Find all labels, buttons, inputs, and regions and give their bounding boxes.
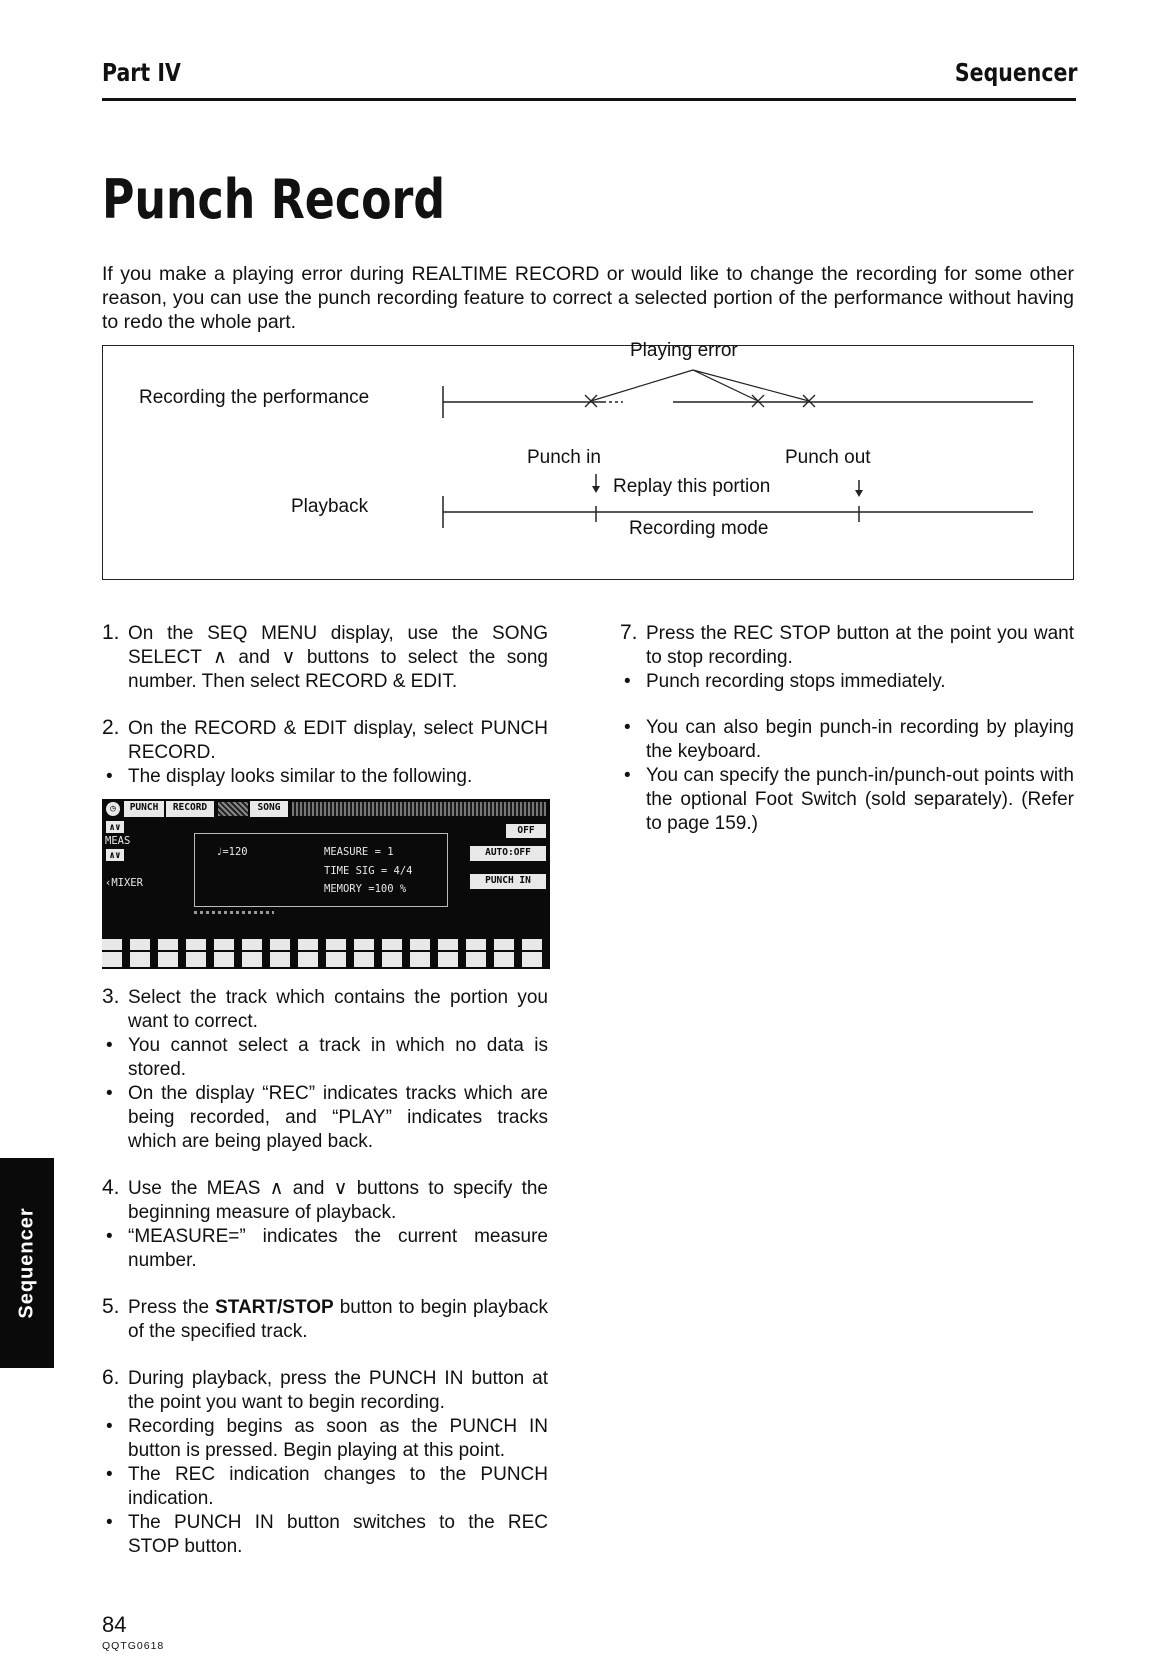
step-3-bullet-2: • On the display “REC” indicates tracks which are being recorded, and “PLAY” indicates tracks which are being played back. — [102, 1082, 548, 1154]
page-title: Punch Record — [102, 168, 446, 231]
punch-in-label: Punch in — [527, 447, 601, 468]
lcd-pattern-2 — [292, 802, 546, 816]
step-7-bullet-3: • You can specify the punch-in/punch-out points with the optional Foot Switch (sold separately). (Refer to page 159.) — [620, 764, 1074, 836]
step-7-bullet-1: • Punch recording stops immediately. — [620, 670, 1074, 694]
step-6-bullet-3: • The PUNCH IN button switches to the REC STOP button. — [102, 1511, 548, 1559]
section-header: Sequencer — [955, 58, 1078, 87]
document-code: QQTG0618 — [102, 1640, 165, 1652]
step-4: 4. Use the MEAS ∧ and ∨ buttons to specify the beginning measure of playback. — [102, 1176, 548, 1223]
error-pointer-1 — [591, 370, 693, 401]
step-7: 7. Press the REC STOP button at the point you want to stop recording. — [620, 621, 1074, 668]
step-1: 1. On the SEQ MENU display, use the SONG SELECT ∧ and ∨ buttons to select the song number. Then select RECORD & EDIT. — [102, 621, 548, 692]
lcd-title-punch: PUNCH — [124, 801, 164, 817]
lcd-time-sig: TIME SIG = 4/4 — [324, 865, 413, 877]
playing-error-label: Playing error — [630, 340, 738, 361]
step-2: 2. On the RECORD & EDIT display, select PUNCH RECORD. — [102, 716, 548, 763]
step-5: 5. Press the START/STOP button to begin playback of the specified track. — [102, 1295, 548, 1342]
step-3: 3. Select the track which contains the portion you want to correct. — [102, 985, 548, 1032]
lcd-title-song: SONG — [250, 801, 288, 817]
step-4-bullet-1: • “MEASURE=” indicates the current measure number. — [102, 1225, 548, 1273]
intro-paragraph: If you make a playing error during REALTIME RECORD or would like to change the recording for some other reason, you can use the punch recording feature to correct a selected portion of the performance without having to redo the whole part. — [102, 263, 1074, 333]
step-3-bullet-1: • You cannot select a track in which no data is stored. — [102, 1034, 548, 1082]
playback-label: Playback — [291, 496, 369, 517]
left-column-top — [102, 621, 548, 789]
header-rule — [102, 98, 1076, 101]
lcd-auto-off-box: AUTO:OFF — [470, 846, 546, 861]
step-6-bullet-2: • The REC indication changes to the PUNCH indication. — [102, 1463, 548, 1511]
lcd-display — [102, 799, 550, 969]
lcd-mixer: ‹MIXER — [105, 877, 143, 889]
lcd-title-record: RECORD — [166, 801, 214, 817]
lcd-track-buttons — [102, 939, 550, 967]
clock-icon: ◷ — [106, 802, 120, 816]
lcd-pattern-1 — [218, 802, 248, 816]
replay-portion-label: Replay this portion — [613, 476, 771, 497]
punch-out-arrow-head — [855, 490, 863, 497]
lcd-memory: MEMORY =100 % — [324, 883, 407, 895]
punch-out-label: Punch out — [785, 447, 871, 468]
lcd-off-box: OFF — [506, 824, 546, 838]
punch-diagram — [102, 340, 1074, 580]
lcd-arrow-btn-1: ∧∨ — [106, 821, 124, 833]
lcd-punch-in-box: PUNCH IN — [470, 874, 546, 889]
punch-in-arrow-head — [592, 486, 600, 493]
side-tab-label: Sequencer — [15, 1207, 38, 1319]
error-pointer-2 — [693, 370, 758, 401]
right-column — [620, 621, 1074, 836]
lcd-arrow-btn-2: ∧∨ — [106, 849, 124, 861]
lcd-meas: MEAS — [105, 835, 131, 847]
recording-mode-label: Recording mode — [629, 518, 769, 539]
step-2-bullet: • The display looks similar to the following. — [102, 765, 548, 789]
recording-performance-label: Recording the performance — [139, 387, 370, 408]
lcd-measure: MEASURE = 1 — [324, 846, 394, 858]
step-6-bullet-1: • Recording begins as soon as the PUNCH IN button is pressed. Begin playing at this point. — [102, 1415, 548, 1463]
part-header: Part IV — [102, 58, 181, 87]
lcd-tempo: ♩=120 — [216, 846, 248, 858]
side-section-tab — [0, 1158, 54, 1368]
step-6: 6. During playback, press the PUNCH IN button at the point you want to begin recording. — [102, 1366, 548, 1413]
lcd-dots — [194, 911, 274, 914]
left-column-bottom — [102, 985, 548, 1559]
error-pointer-3 — [693, 370, 809, 401]
step-7-bullet-2: • You can also begin punch-in recording by playing the keyboard. — [620, 716, 1074, 764]
page-number: 84 — [102, 1612, 127, 1637]
lcd-track-divider — [102, 950, 550, 952]
